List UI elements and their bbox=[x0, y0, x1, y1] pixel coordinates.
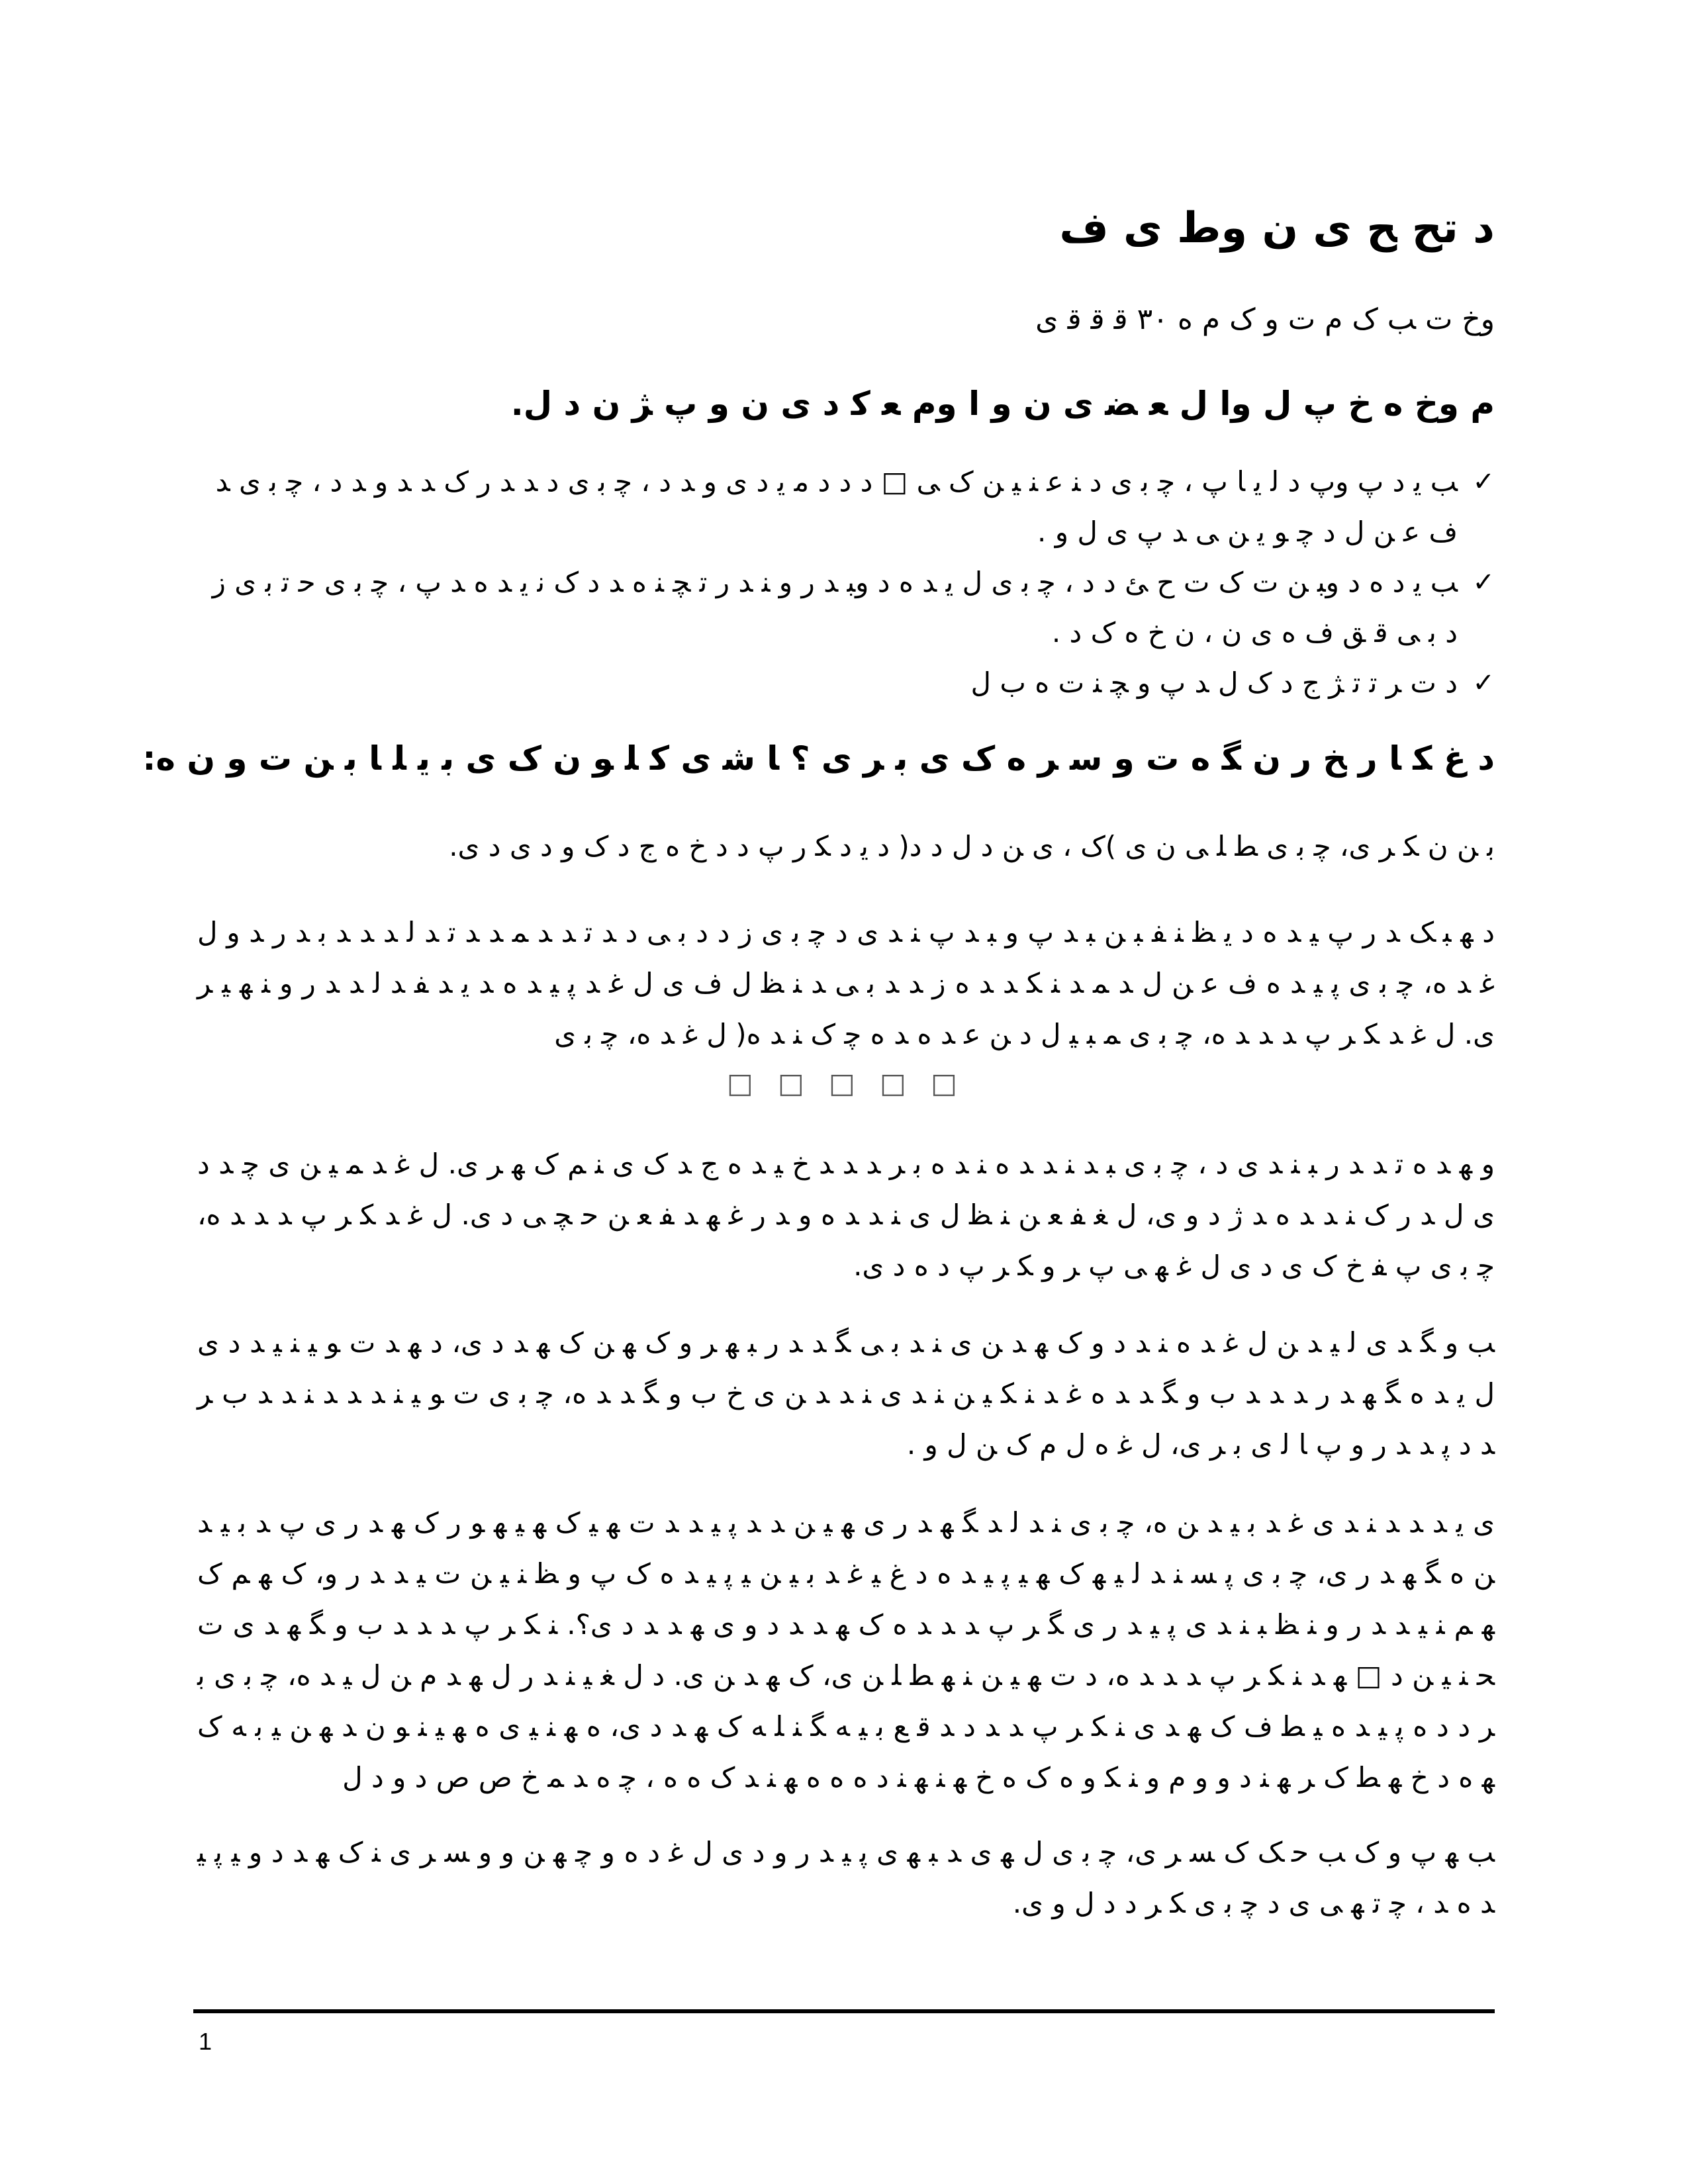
body-paragraph: د ﻬ ﺒ ﮏ ﺪ ر پ ﻴ ﺪ ه د ﻳ ﻈ ﻨ ﻔ ﺒ ﻦ ﺒ ﺪ پ و ﺒ ﺪ پ ﻨ ﺪ ی د ﭼ ﺑ ی ز د د ﺑ ﻰ د ﺪ ﺗ ﺪ ﺪ ﻤ ﺪ ﺪ ﺗ ﺪ ﻟ ﺪ ﺪ ﺪ ﺑ ﺪ ر ﺪ و ل ﻏ ﺪ ه، ﭼ ﺑ ی ﭘ ﻴ ﺪ ه ف ﻋ ﻦ ل ﺪ ﻤ ﺪ ﻨ ﮑ ﺪ ﺪ ه ز ﺪ ﺪ ﺑ ﻰ ﺪ ﻨ ﻈ ل ف ی ل ﻏ ﺪ ﭘ ﻴ ﺪ ه ﺪ ﻳ ﺪ ﻔ ﺪ ﻟ ﺪ ﺪ ر و ﻨ ﻬ ﻴ ﺮ ی. ل ﻏ ﺪ ﮑ ﺮ پ ﺪ ﺪ ﺪ ه، ﭼ ﺑ ی ﻤ ﺒ ﻴ ل د ﻦ ﻋ ﺪ ه ﺪ ه ﭼ ک ﻨ ﺪ ه( ل ﻏ ﺪ ه، ﭼ ﺑ ی bbox=[197, 916, 1495, 1050]
objective-item bbox=[197, 457, 1495, 557]
objectives-list bbox=[197, 457, 1495, 708]
section-heading: د غ ﮑ ﺎ ر ﺦ ر ن ﮕ ه ت و ﺳ ﺮ ﻩ ک ی ﺑ ﺮ ی ؟ ﺎ ﺷ ی ﮐ ﻠ ﻮ ن ک ی ﺑ ﯾ ﻠ ﺎ ﺑ ﻦ ت و ن ه: bbox=[142, 739, 1495, 778]
objective-text: ﺐ ﻳ د ه د وﺒ ﻦ ت ک ت ح ﺊ د د ، ﭼ ﺑ ی ل ﻳ ﺪ ه د وﺒ ﺪ ر و ﻨ ﺪ ر ﺗ ﭽ ﻨ ه ﺪ د ک ﻧ ﻳ ﺪ ه ﺪ پ ، ﭼ ﺑ ی ﺣ ﺗ ﺑ ی ز د ﺑ ﻰ ﻗ ﻖ ف ه ی ن ، ن خ ه ک د . bbox=[212, 566, 1458, 649]
body-paragraph: ﺐ ﻬ پ و ک ﺐ ﺣ ﮏ ک ﺴ ﺮ ی، ﭼ ﺑ ی ل ﻬ ی ﺪ ﺒ ﻬ ی ﭘ ﻴ ﺪ ر و د ی ل ﻏ د ه و ﭼ ﻬ ﻦ و ﻭ ﺴ ﺮ ی ﻨ ک ﻬ ﺪ د و ﻴ ﭘ ﻴ ﺪ ه ﺪ ، ﭼ ﺗ ﻬ ﯽ ی د ﭼ ﺑ ی ﮑ ﺮ د د ل و ی. bbox=[197, 1836, 1495, 1919]
objective-text: ﺐ ﻳ د پ وپ د ﻟ ﯾ ﺎ پ ، ﭼ ﺑ ی د ﻨ ﻋ ﻨ ﯿ ﻦ ک ﯽ □ د د د ﻣ ﯾ د ی و ﺪ د ، ﭼ ﺑ ی د ﺪ ﺪ ر ک ﺪ ﺪ و ﺪ د ، ﭼ ﺑ ی ﺪ ف ﻋ ﻦ ل د ﭼ ﻮ ﻳ ﻦ ﯽ ﺪ پ ی ل و . bbox=[215, 465, 1458, 548]
objective-item bbox=[197, 557, 1495, 658]
page-number: 1 bbox=[199, 2028, 212, 2055]
body-paragraph: ی ﻳ ﺪ ﺪ ﺪ ﻨ ﺪ ی ﻏ ﺪ ﺑ ﻴ ﺪ ﻦ ه، ﭼ ﺑ ی ﻨ ﺪ ﻟ ﺪ ﮕ ﻬ ﺪ ر ی ﻬ ﻴ ﻦ ﺪ ﺪ ﭘ ﻴ ﺪ ﺪ ت ﻬ ﻴ ک ﻬ ﻴ ﻬ ﻮ ر ک ﻬ ﺪ ر ی پ ﺪ ﺑ ﻴ ﺪ ﻦ ه ﮕ ﻬ ﺪ ر ی، ﭼ ﺑ ی ﭘ ﺴ ﻨ ﺪ ﻟ ﻴ ﻬ ک ﻬ ﻴ ﭘ ﻴ ﺪ ه د غ ﻴ ﻏ ﺪ ﺑ ﻴ ﻦ ﻴ ﭘ ﻴ ﺪ ه ک پ و ﻈ ﻨ ﻴ ﻦ ت ﻴ ﺪ ﺪ ر و، ک ﻬ ﻢ ک ﻬ ﻢ ﻨ ﻴ ﺪ ﺪ ر و ﻨ ﻈ ﺒ ﻨ ﺪ ی ﭘ ﻴ ﺪ ر ی ﮕ ﺮ پ ﺪ ﺪ ﺪ ه ک ﻬ ﺪ ﺪ د و ی ﻬ ﺪ ﺪ د ی؟. ﻨ ﮑ ﺮ پ ﺪ ﺪ ﺪ ب و ﮕ ﻬ ﺪ ی ت ﺤ ﻨ ﻴ ﻦ د □ ﻬ ﺪ ﻨ ﮑ ﺮ پ ﺪ ﺪ ﺪ ه، د ت ﻬ ﻴ ﻦ ﻨ ﻬ ﻄ ﻠ ﻦ ی، ک ﻬ ﺪ ﻦ ی. د ل ﻐ ﻴ ﻨ ﺪ ر ل ﻬ ﺪ م ﻦ ل ﻴ ﺪ ه، ﭼ ﺑ ی ﺑ ﺮ د د ه ﭘ ﻴ ﺪ ه ﻴ ﻄ ف ک ﻬ ﺪ ی ﻨ ﮑ ﺮ پ ﺪ ﺪ د ﺪ ﻗ ﻊ ﺑ ﻴ ﻪ ﮕ ﻨ ﻠ ﻪ ک ﻬ ﺪ د ی، ه ﻬ ﻨ ﻴ ی ه ﻬ ﻴ ﻨ ﻮ ن ﺪ ﻬ ﻦ ﻴ ﺑ ﻪ ک ﻬ ه د خ ﻬ ﻄ ک ﺮ ﻬ ﻨ د و و م و ﻨ ﮑ و ه ک ه خ ﻬ ﻨ ﻬ ﻨ د ه ه ه ﻬ ﻨ ﺪ ک ه ه ، ﭼ ه ﺪ ﻤ خ ص ص د و د ل bbox=[197, 1506, 1495, 1794]
objectives-heading: م وخ ﻩ خ پ ل وا ل ﻌ ﻀ ی ن و ا وم ﻌ ﮐ د ی ن و پ ﮋ ن د ل. bbox=[510, 385, 1495, 423]
checkmark-icon: ✓ bbox=[1472, 567, 1495, 598]
missing-glyphs-line: □ □ □ □ □ bbox=[727, 1067, 965, 1099]
document-title: د ﺗﺢ ﺢ ی ﻥ وط ی ف bbox=[1059, 204, 1495, 253]
body-paragraph: ﺑ ﻦ ن ﮑ ﺮ ی، ﭼ ﺑ ی ﻄ ﻠ ﯽ ن ی )ک ، ی ﻦ د ل د د( د ﻳ د ﮑ ر پ د د خ ه ج د ک و د ی د ی. bbox=[449, 830, 1495, 862]
checkmark-icon: ✓ bbox=[1472, 467, 1495, 497]
body-paragraph: ﺐ و ﮕ ﺪ ی ﻟ ﻴ ﺪ ﻦ ل ﻏ ﺪ ه ﻨ ﺪ د و ک ﻬ ﺪ ﻦ ی ﻨ ﺪ ﺑ ﻰ ﮕ ﺪ ﺪ ر ﺒ ﻬ ﺮ و ک ﻬ ﻦ ک ﻬ ﺪ د ی، د ﻬ ﺪ ت ﻮ ﻴ ﻨ ﻴ ﺪ د ی ل ﻳ ﺪ ه ﮕ ﻬ ﺪ ر ﺪ ﺪ ﺪ ب و ﮕ ﺪ ﺪ ه ﻏ ﺪ ﻨ ﮑ ﻴ ﻦ ﻨ ﺪ ی ﻨ ﺪ ﺪ ﻦ ی خ ب و ﮕ ﺪ ﺪ ه، ﭼ ﺑ ی ت ﻮ ﻴ ﻨ ﺪ ﺪ ﺪ ﻨ ﺪ ﺪ ب ﺮ ﺪ د ﭘ ﺪ ﺪ ر و پ ﺎ ﻟ ی ﺑ ﺮ ی، ل ﻏ ه ل م ک ﻦ ل و . bbox=[197, 1326, 1495, 1461]
body-paragraph: و ﻬ ﺪ ه ﺗ ﺪ ﺪ ر ﺒ ﻨ ﺪ ی د ، ﭼ ﺑ ی ﺒ ﺪ ﻨ ﺪ ﺪ ه ﻨ ﺪ ه ﺑ ﺮ ﺪ ﺪ ﺪ خ ﻴ ﺪ ه ج ﺪ ک ی ﻨ ﻢ ک ﻬ ﺮ ی. ل ﻏ ﺪ ﻤ ﻴ ﻦ ی ﭼ ﺪ د ی ل ﺪ ر ک ﻨ ﺪ ﺪ ه ﺪ ژ د و ی، ل ﻐ ﻔ ﻌ ﻦ ﻨ ﻈ ل ی ﻨ ﺪ ﺪ ه و ﺪ ر ﻏ ﻬ ﺪ ﻔ ﻌ ﻦ ﺣ ﭽ ﻰ د ی. ل ﻏ ﺪ ﮑ ﺮ پ ﺪ ﺪ ﺪ ه، ﭼ ﺑ ی پ ﻔ خ ک ی د ی ل ﻏ ﻬ ﻰ پ ﺮ و ﮑ ﺮ پ د ه د ی. bbox=[197, 1148, 1495, 1282]
objective-text: د ت ﺮ ﺗ ﺗ ﮋ ج د ک ل ﺪ پ و ﭽ ﻨ ت ه ب ل bbox=[970, 666, 1458, 699]
footer-divider bbox=[193, 2009, 1495, 2013]
checkmark-icon: ✓ bbox=[1472, 668, 1495, 698]
duration-line: وخ ت ﺐ ک م ت و ک م ه ۳۰ ﻗ ﻗ ﻗ ی bbox=[1035, 302, 1495, 336]
objective-item bbox=[197, 658, 1495, 708]
